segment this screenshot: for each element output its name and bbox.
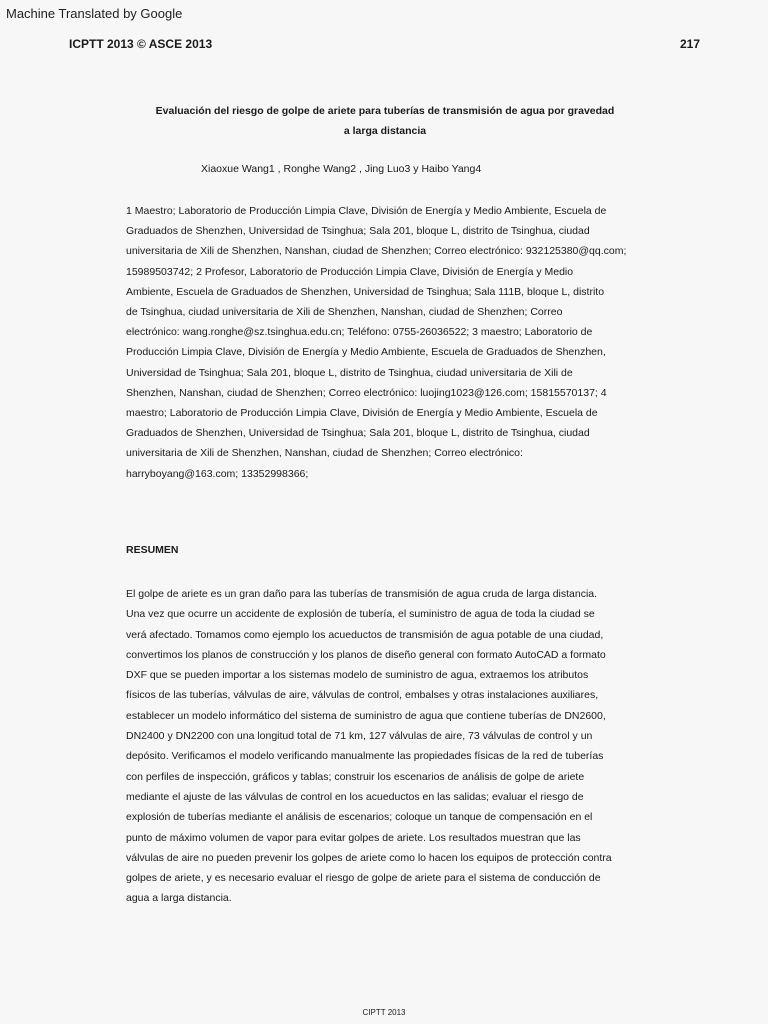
page-number: 217 (680, 37, 701, 51)
abstract-line: El golpe de ariete es un gran daño para las tuberías de transmisión de agua cruda de larga distancia. (126, 588, 598, 600)
affiliation-line: Graduados de Shenzhen, Universidad de Tsinghua; Sala 201, bloque L, distrito de Tsinghua, ciudad (126, 427, 590, 440)
abstract-line: mediante el ajuste de las válvulas de control en los acueductos en las salidas; evaluar el riesgo de (126, 790, 584, 803)
abstract-line: depósito. Verificamos el modelo verificando manualmente las propiedades físicas de la red de tuberías (126, 750, 604, 763)
affiliation-line: Producción Limpia Clave, División de Energía y Medio Ambiente, Escuela de Graduados de Shenzhen, (126, 346, 606, 359)
abstract-line: explosión de tuberías mediante el análisis de escenarios; coloque un tanque de compensación en el (126, 811, 593, 824)
author-list: Xiaoxue Wang1 , Ronghe Wang2 , Jing Luo3 y Haibo Yang4 (201, 163, 482, 175)
title-line: Evaluación del riesgo de golpe de ariete para tuberías de transmisión de agua por gravedad (155, 105, 615, 117)
abstract-line: punto de máximo volumen de vapor para evitar golpes de ariete. Los resultados muestran que las (126, 831, 581, 844)
paper-title (130, 101, 640, 141)
running-header: ICPTT 2013 © ASCE 2013 (69, 37, 213, 51)
affiliation-line: universitaria de Xili de Shenzhen, Nanshan, ciudad de Shenzhen; Correo electrónico: 932125380@qq.com; (126, 245, 627, 258)
affiliation-line: 1 Maestro; Laboratorio de Producción Limpia Clave, División de Energía y Medio Ambiente, Escuela de (126, 205, 607, 217)
abstract-body (126, 584, 646, 909)
affiliation-line: maestro; Laboratorio de Producción Limpia Clave, División de Energía y Medio Ambiente, Escuela de (126, 407, 598, 420)
affiliation-block (126, 201, 646, 484)
abstract-line: agua a larga distancia. (126, 892, 232, 905)
abstract-line: golpes de ariete, y es necesario evaluar el riesgo de golpe de ariete para el sistema de conducción de (126, 872, 601, 885)
abstract-line: convertimos los planos de construcción y los planos de diseño general con formato AutoCAD a formato (126, 648, 606, 661)
abstract-heading: RESUMEN (126, 544, 179, 556)
affiliation-line: Graduados de Shenzhen, Universidad de Tsinghua; Sala 201, bloque L, distrito de Tsinghua, ciudad (126, 225, 590, 238)
affiliation-line: universitaria de Xili de Shenzhen, Nanshan, ciudad de Shenzhen; Correo electrónico: (126, 447, 523, 460)
affiliation-line: electrónico: wang.ronghe@sz.tsinghua.edu.cn; Teléfono: 0755-26036522; 3 maestro; Laboratorio de (126, 326, 593, 339)
abstract-line: establecer un modelo informático del sistema de suministro de agua que contiene tuberías de DN2600, (126, 709, 606, 722)
affiliation-line: Ambiente, Escuela de Graduados de Shenzhen, Universidad de Tsinghua; Sala 111B, bloque L, distrito (126, 285, 605, 298)
affiliation-line: de Tsinghua, ciudad universitaria de Xili de Shenzhen, Nanshan, ciudad de Shenzhen; Correo (126, 306, 563, 319)
machine-translation-banner: Machine Translated by Google (6, 6, 183, 21)
abstract-line: DXF que se pueden importar a los sistemas modelo de suministro de agua, extraemos los atributos (126, 669, 589, 682)
affiliation-line: Universidad de Tsinghua; Sala 201, bloque L, distrito de Tsinghua, ciudad universitaria de Xili de (126, 366, 573, 379)
abstract-line: físicos de las tuberías, válvulas de aire, válvulas de control, embalses y otras instalaciones auxiliares, (126, 689, 599, 702)
abstract-line: válvulas de aire no pueden prevenir los golpes de ariete como lo hacen los equipos de protección contra (126, 851, 612, 864)
affiliation-line: Shenzhen, Nanshan, ciudad de Shenzhen; Correo electrónico: luojing1023@126.com; 15815570137; 4 (126, 386, 607, 399)
abstract-line: verá afectado. Tomamos como ejemplo los acueductos de transmisión de agua potable de una ciudad, (126, 628, 604, 641)
page-footer: CIPTT 2013 (362, 1008, 406, 1017)
affiliation-line: 15989503742; 2 Profesor, Laboratorio de Producción Limpia Clave, División de Energía y Medio (126, 265, 574, 278)
abstract-line: DN2400 y DN2200 con una longitud total de 71 km, 127 válvulas de aire, 73 válvulas de control y un (126, 730, 593, 743)
title-line: a larga distancia (343, 125, 427, 137)
abstract-line: con perfiles de inspección, gráficos y tablas; construir los escenarios de análisis de golpe de ariete (126, 770, 585, 783)
abstract-line: Una vez que ocurre un accidente de explosión de tubería, el suministro de agua de toda la ciudad se (126, 608, 595, 621)
affiliation-line: harryboyang@163.com; 13352998366; (126, 467, 309, 480)
